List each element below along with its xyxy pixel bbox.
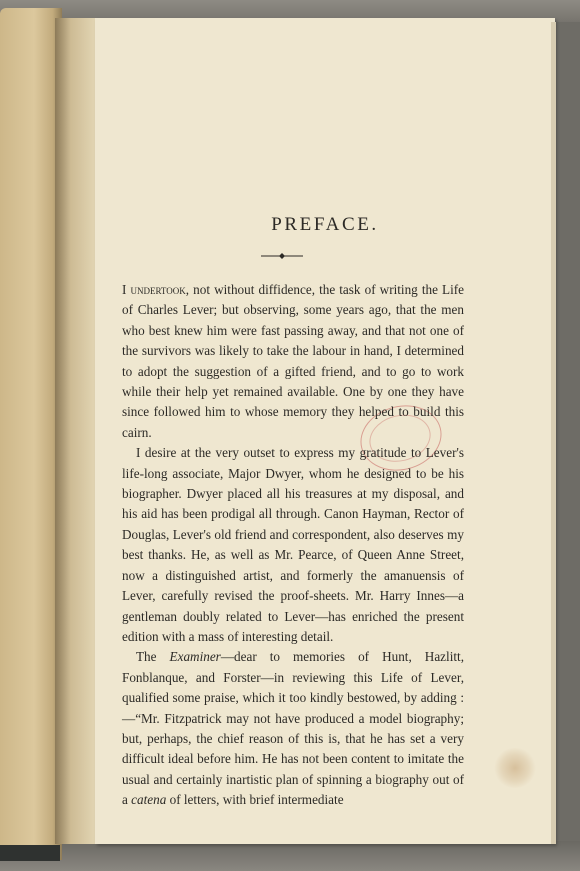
title-rule-ornament (261, 251, 303, 261)
paragraph-3-pre: The (136, 649, 170, 665)
paragraph-1 (122, 280, 464, 443)
page-title: PREFACE. (271, 214, 379, 235)
paragraph-3-post: of letters, with brief intermediate (166, 792, 344, 808)
preface-body (122, 280, 464, 811)
catena-term: catena (131, 792, 167, 808)
paragraph-3 (122, 647, 464, 810)
paragraph-3-mid: —dear to memories of Hunt, Hazlitt, Fonblanque, and Forster—in reviewing this Life of Lever, qualified some praise, which it too kindly bestowed, by adding : —“Mr. Fitzpatrick may not have produced a model biography; but, perhaps, the chief reason of this is, that he has set a very difficult ideal before him. He has not been content to imitate the usual and certainly inartistic plan of spinning a biography out of a (122, 649, 464, 808)
journal-name: Examiner (169, 649, 221, 665)
opening-small-caps: I undertook, (122, 282, 190, 297)
book-cover-edge (0, 845, 60, 861)
page-gutter (55, 18, 100, 844)
paragraph-1-text: not without diffidence, the task of writing the Life of Charles Lever; but observing, some years ago, that the men who best knew him were fast passing away, and that not one of the survivors was likely to take the labour in hand, I determined to adopt the suggestion of a gifted friend, and to go to work while their help yet remained available. One by one they have since followed him to whose memory they helped to build this cairn. (122, 282, 465, 440)
book-spine (0, 8, 62, 860)
foxing-stain (493, 748, 537, 788)
page-fore-edge (551, 22, 556, 844)
background-bottom (0, 841, 580, 871)
paragraph-2: I desire at the very outset to express my gratitude to Lever's life-long associate, Major Dwyer, whom he designed to be his biographer. Dwyer placed all his treasures at my disposal, and his aid has been prodigal all through. Canon Hayman, Rector of Douglas, Lever's old friend and correspondent, also deserves my best thanks. He, as well as Mr. Pearce, of Queen Anne Street, now a distinguished artist, and formerly the amanuensis of Lever, carefully revised the proof-sheets. Mr. Harry Innes—a gentleman doubly related to Lever—has enriched the present edition with a mass of interesting detail. (122, 445, 464, 644)
